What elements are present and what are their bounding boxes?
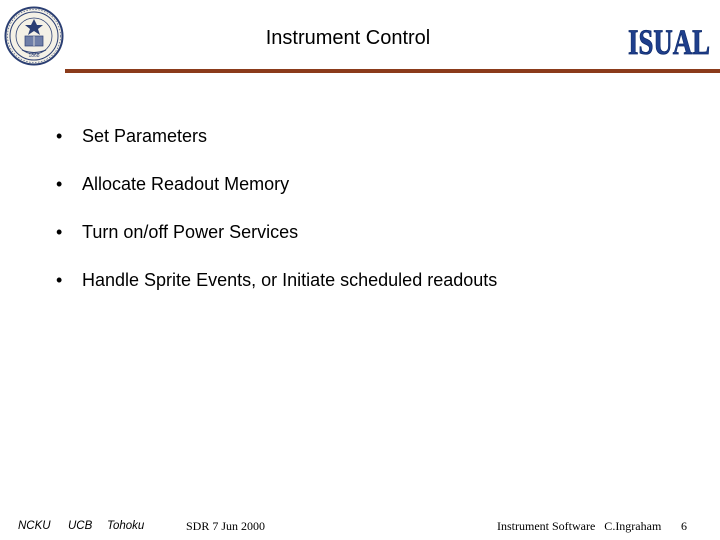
bullet-text: Allocate Readout Memory [82, 174, 290, 194]
logo-text: ISUAL [628, 22, 710, 60]
footer-software-author: Instrument Software C.Ingraham [497, 519, 662, 533]
bullet-glyph: • [56, 174, 63, 194]
footer-ucb: UCB [68, 520, 93, 532]
bullet-item [56, 124, 207, 148]
page-title: Instrument Control [265, 27, 431, 49]
bullet-item [56, 268, 497, 292]
bullet-item [56, 220, 298, 244]
bullet-text: Set Parameters [82, 126, 208, 146]
seal-year: 1868 [28, 53, 40, 59]
footer-date: SDR 7 Jun 2000 [186, 519, 266, 533]
bullet-text: Handle Sprite Events, or Initiate scheduled readouts [82, 270, 498, 290]
footer-ncku: NCKU [18, 520, 51, 532]
bullet-glyph: • [56, 222, 63, 242]
bullet-item [56, 172, 289, 196]
bullet-text: Turn on/off Power Services [82, 222, 299, 242]
footer-tohoku: Tohoku [107, 520, 145, 532]
bullet-glyph: • [56, 126, 63, 146]
bullet-glyph: • [56, 270, 63, 290]
page-number: 6 [681, 519, 687, 533]
